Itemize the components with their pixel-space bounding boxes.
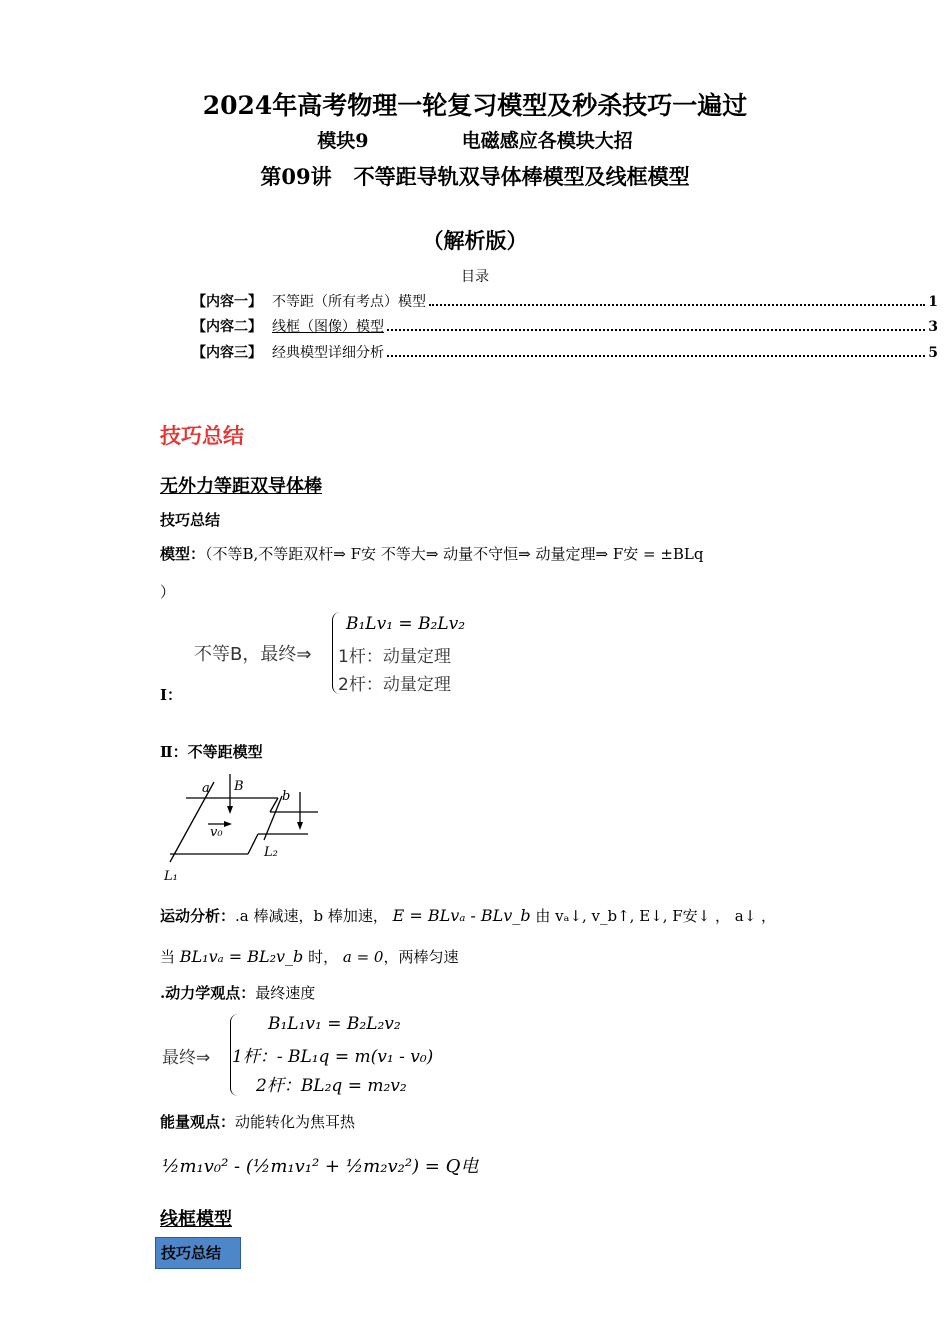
skills-heading: 技巧总结 bbox=[160, 423, 244, 448]
toc-text: 不等距（所有考点）模型 bbox=[272, 294, 426, 310]
motion-text2: 由 vₐ↓, v_b↑, E↓, F安↓ ， a↓ ， bbox=[535, 907, 777, 925]
toc-item[interactable] bbox=[192, 291, 938, 311]
toc-tag: 【内容三】 bbox=[192, 345, 262, 361]
energy-text: 动能转化为焦耳热 bbox=[235, 1113, 356, 1131]
dynamics-line bbox=[160, 982, 315, 1003]
toc-page: 3 bbox=[928, 319, 938, 335]
lecture-title: 第09讲 不等距导轨双导体棒模型及线框模型 bbox=[260, 164, 690, 189]
model-label: 模型： bbox=[160, 545, 206, 563]
model-paren-close: ） bbox=[160, 583, 176, 601]
toc-item[interactable] bbox=[192, 316, 938, 336]
case1-eq1: B₁Lv₁ = B₂Lv₂ bbox=[346, 614, 466, 634]
motion-time: 时， bbox=[308, 948, 339, 966]
energy-label: 能量观点： bbox=[160, 1113, 236, 1131]
edition-label: （解析版） bbox=[422, 228, 528, 253]
module-label: 模块9 bbox=[317, 130, 369, 152]
toc-tag: 【内容一】 bbox=[192, 294, 262, 310]
case1-prefix-text: 不等B，最终⇒ bbox=[194, 644, 312, 665]
module-name: 电磁感应各模块大招 bbox=[461, 130, 633, 152]
toc-leader bbox=[387, 328, 925, 331]
toc-tag: 【内容二】 bbox=[192, 319, 262, 335]
label-L2: L₂ bbox=[264, 845, 278, 860]
dynamics-text: 最终速度 bbox=[255, 984, 316, 1002]
energy-line bbox=[160, 1111, 355, 1132]
label-v0: v₀ bbox=[210, 825, 223, 840]
model-line bbox=[160, 543, 860, 564]
motion-cond-eq: BL₁vₐ = BL₂v_b bbox=[179, 947, 304, 966]
toc-leader bbox=[429, 303, 925, 306]
toc-text: 线框（图像）模型 bbox=[272, 319, 384, 335]
motion-uniform: ，两棒匀速 bbox=[383, 948, 459, 966]
dynamics-label: .动力学观点： bbox=[160, 984, 256, 1002]
skills-box: 技巧总结 bbox=[155, 1237, 241, 1269]
final-prefix: 最终⇒ bbox=[162, 1048, 211, 1068]
case1-label: Ⅰ： bbox=[160, 686, 183, 704]
rail-diagram bbox=[160, 770, 325, 890]
final-eq2: 1杆：- BL₁q = m(v₁ - v₀) bbox=[232, 1047, 434, 1067]
module-line bbox=[0, 126, 950, 153]
toc-page: 1 bbox=[928, 294, 938, 310]
motion-line1 bbox=[160, 905, 800, 926]
toc-item[interactable] bbox=[192, 342, 938, 362]
motion-line2 bbox=[160, 946, 458, 967]
section1-heading: 无外力等距双导体棒 bbox=[160, 476, 322, 497]
toc-heading: 目录 bbox=[461, 269, 489, 285]
motion-text1: .a 棒减速，b 棒加速， bbox=[235, 907, 388, 925]
section2-heading: 线框模型 bbox=[160, 1209, 232, 1230]
label-B: B bbox=[234, 779, 244, 794]
toc-text: 经典模型详细分析 bbox=[272, 345, 384, 361]
motion-eq: E = BLvₐ - BLv_b bbox=[392, 906, 531, 925]
case1-eq3: 2杆：动量定理 bbox=[338, 675, 451, 695]
toc-page: 5 bbox=[928, 345, 938, 361]
motion-a-zero: a = 0 bbox=[342, 948, 384, 966]
final-eq1: B₁L₁v₁ = B₂L₂v₂ bbox=[268, 1014, 401, 1034]
toc-leader bbox=[387, 354, 925, 357]
case1-eq2: 1杆：动量定理 bbox=[338, 647, 451, 667]
motion-label: 运动分析： bbox=[160, 907, 236, 925]
label-a: a bbox=[202, 781, 210, 796]
model-text: （不等B,不等距双杆⇒ F安 不等大⇒ 动量不守恒⇒ 动量定理⇒ F安 = ±BLq bbox=[205, 545, 704, 563]
section1-subheading: 技巧总结 bbox=[160, 511, 221, 529]
final-eq3: 2杆：BL₂q = m₂v₂ bbox=[256, 1076, 407, 1096]
label-L1: L₁ bbox=[164, 869, 178, 884]
document-title: 2024年高考物理一轮复习模型及秒杀技巧一遍过 bbox=[202, 91, 748, 120]
label-b: b bbox=[282, 789, 291, 804]
case2-label: Ⅱ：不等距模型 bbox=[160, 743, 263, 761]
energy-eq: ½m₁v₀² - (½m₁v₁² + ½m₂v₂²) = Q电 bbox=[162, 1156, 479, 1177]
case1-prefix bbox=[194, 640, 311, 666]
motion-when: 当 bbox=[160, 948, 176, 966]
